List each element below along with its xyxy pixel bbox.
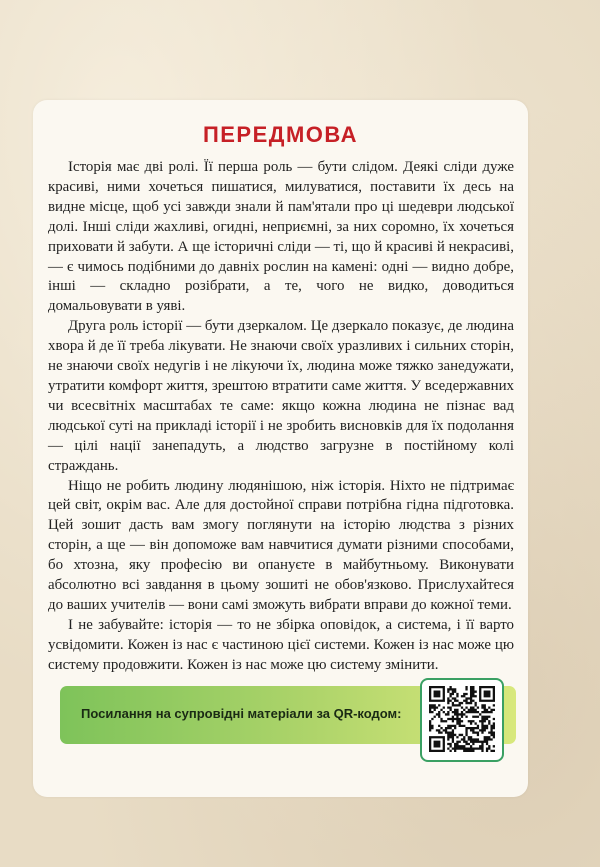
qr-code-frame[interactable] xyxy=(420,678,504,762)
paragraph-2: Друга роль історії — бути дзеркалом. Це дзеркало показує, де людина хвора й де її треба лікувати. Не знаючи своїх уразливих і сильних сторін, не знаючи своїх недугів і не лікуючи їх, людина може тяжко занедужати, утратити комфорт життя, зрештою втратити саме життя. У вседержавних чи всесвітніх масштабах те саме: якщо кожна людина не пізнає вад людської суті на прикладі історії і не зробить висновків для їх подолання — цілі нації занепадуть, а людство загрузне в постійному колі страждань. xyxy=(48,318,514,474)
paragraph-3: Ніщо не робить людину людянішою, ніж історія. Ніхто не підтримає цей світ, окрім вас. Але для достойної справи потрібна гідна підготовка. Цей зошит дасть вам змогу поглянути на історію людства з різних сторін, а ще — він допоможе вам навчитися думати різними способами, бо хтозна, яку професію ви опануєте в майбутньому. Виконувати абсолютно всі завдання в цьому зошиті не обов'язково. Прислухайтеся до ваших учителів — вони самі зможуть вибрати вправи до кожної теми. xyxy=(48,477,514,613)
qr-code-icon[interactable] xyxy=(429,686,495,752)
preface-text xyxy=(48,158,514,676)
paragraph-1: Історія має дві ролі. Її перша роль — бути слідом. Деякі сліди дуже красиві, ними хочеться пишатися, милуватися, поставити їх десь на видне місце, щоб усі завжди знали й пам'ятали про ці шедеври людської долі. Інші сліди жахливі, огидні, неприємні, за них соромно, їх хочеться приховати й забути. А ще історичні сліди — ті, що й красиві й некрасиві, — є чимось подібними до давніх рослин на камені: одні — видно добре, інші — складно розібрати, а те, чого не видко, доводиться домальовувати в уяві. xyxy=(48,159,514,315)
preface-card xyxy=(33,100,528,797)
paragraph-4: І не забувайте: історія — то не збірка оповідок, а система, і її варто усвідомити. Кожен із нас є частиною цієї системи. Кожен із нас може цю систему продовжити. Кожен із нас може цю систему змінити. xyxy=(48,616,514,673)
qr-banner-label: Посилання на супровідні матеріали за QR-кодом: xyxy=(81,706,402,721)
page-title: ПЕРЕДМОВА xyxy=(202,122,359,147)
